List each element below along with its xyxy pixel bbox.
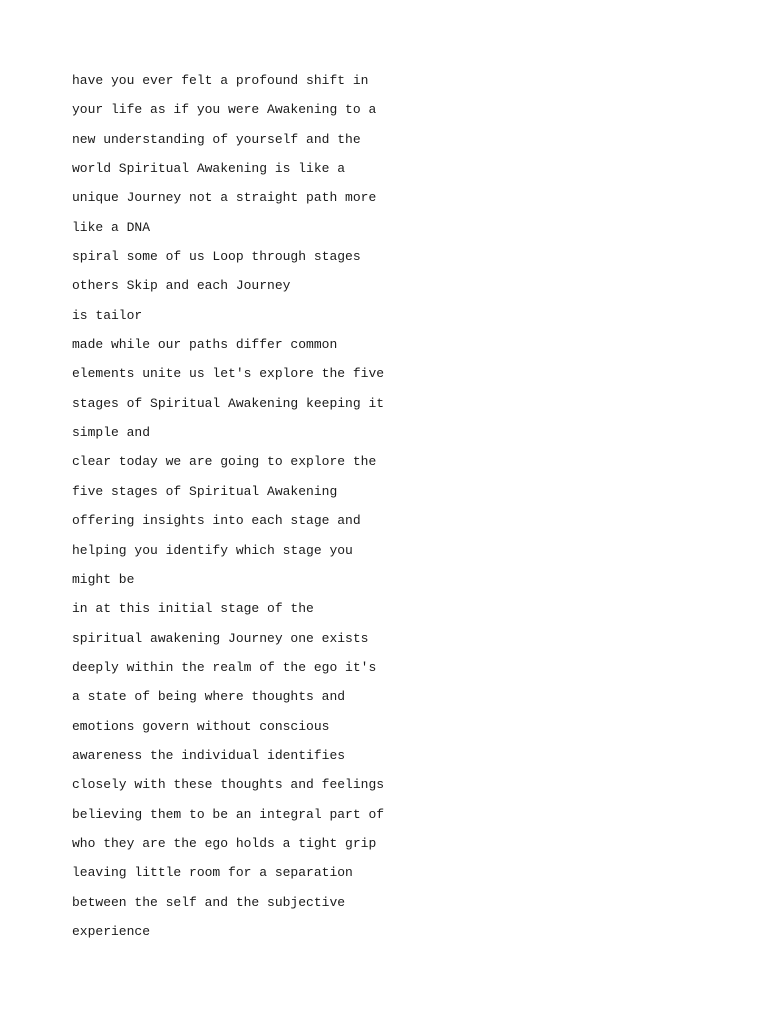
text-line: deeply within the realm of the ego it's bbox=[72, 659, 377, 675]
text-line: is tailor bbox=[72, 307, 143, 323]
text-line: who they are the ego holds a tight grip bbox=[72, 835, 377, 851]
text-line: experience bbox=[72, 923, 151, 939]
text-line: clear today we are going to explore the bbox=[72, 454, 377, 470]
text-line: your life as if you were Awakening to a bbox=[72, 102, 377, 118]
text-line: helping you identify which stage you bbox=[72, 542, 353, 558]
text-line: a state of being where thoughts and bbox=[72, 689, 346, 705]
text-line: five stages of Spiritual Awakening bbox=[72, 483, 338, 499]
text-line: believing them to be an integral part of bbox=[72, 806, 385, 822]
text-line: stages of Spiritual Awakening keeping it bbox=[72, 395, 385, 411]
text-line: like a DNA bbox=[72, 219, 151, 235]
text-line: new understanding of yourself and the bbox=[72, 131, 361, 147]
text-line: between the self and the subjective bbox=[72, 894, 346, 910]
text-line: closely with these thoughts and feelings bbox=[72, 777, 385, 793]
text-line: have you ever felt a profound shift in bbox=[72, 73, 369, 88]
text-line: awareness the individual identifies bbox=[72, 747, 346, 763]
text-line: offering insights into each stage and bbox=[72, 513, 361, 529]
transcript-page bbox=[72, 66, 712, 946]
text-line: leaving little room for a separation bbox=[72, 865, 353, 881]
text-line: in at this initial stage of the bbox=[72, 601, 314, 617]
text-line: elements unite us let's explore the five bbox=[72, 366, 385, 382]
text-line: spiritual awakening Journey one exists bbox=[72, 630, 369, 646]
text-line: others Skip and each Journey bbox=[72, 278, 291, 294]
text-line: emotions govern without conscious bbox=[72, 718, 330, 734]
text-line: world Spiritual Awakening is like a bbox=[72, 161, 346, 177]
text-line: might be bbox=[72, 571, 135, 587]
text-line: unique Journey not a straight path more bbox=[72, 190, 377, 206]
text-line: simple and bbox=[72, 425, 151, 441]
text-line: made while our paths differ common bbox=[72, 337, 338, 353]
text-line: spiral some of us Loop through stages bbox=[72, 249, 361, 265]
